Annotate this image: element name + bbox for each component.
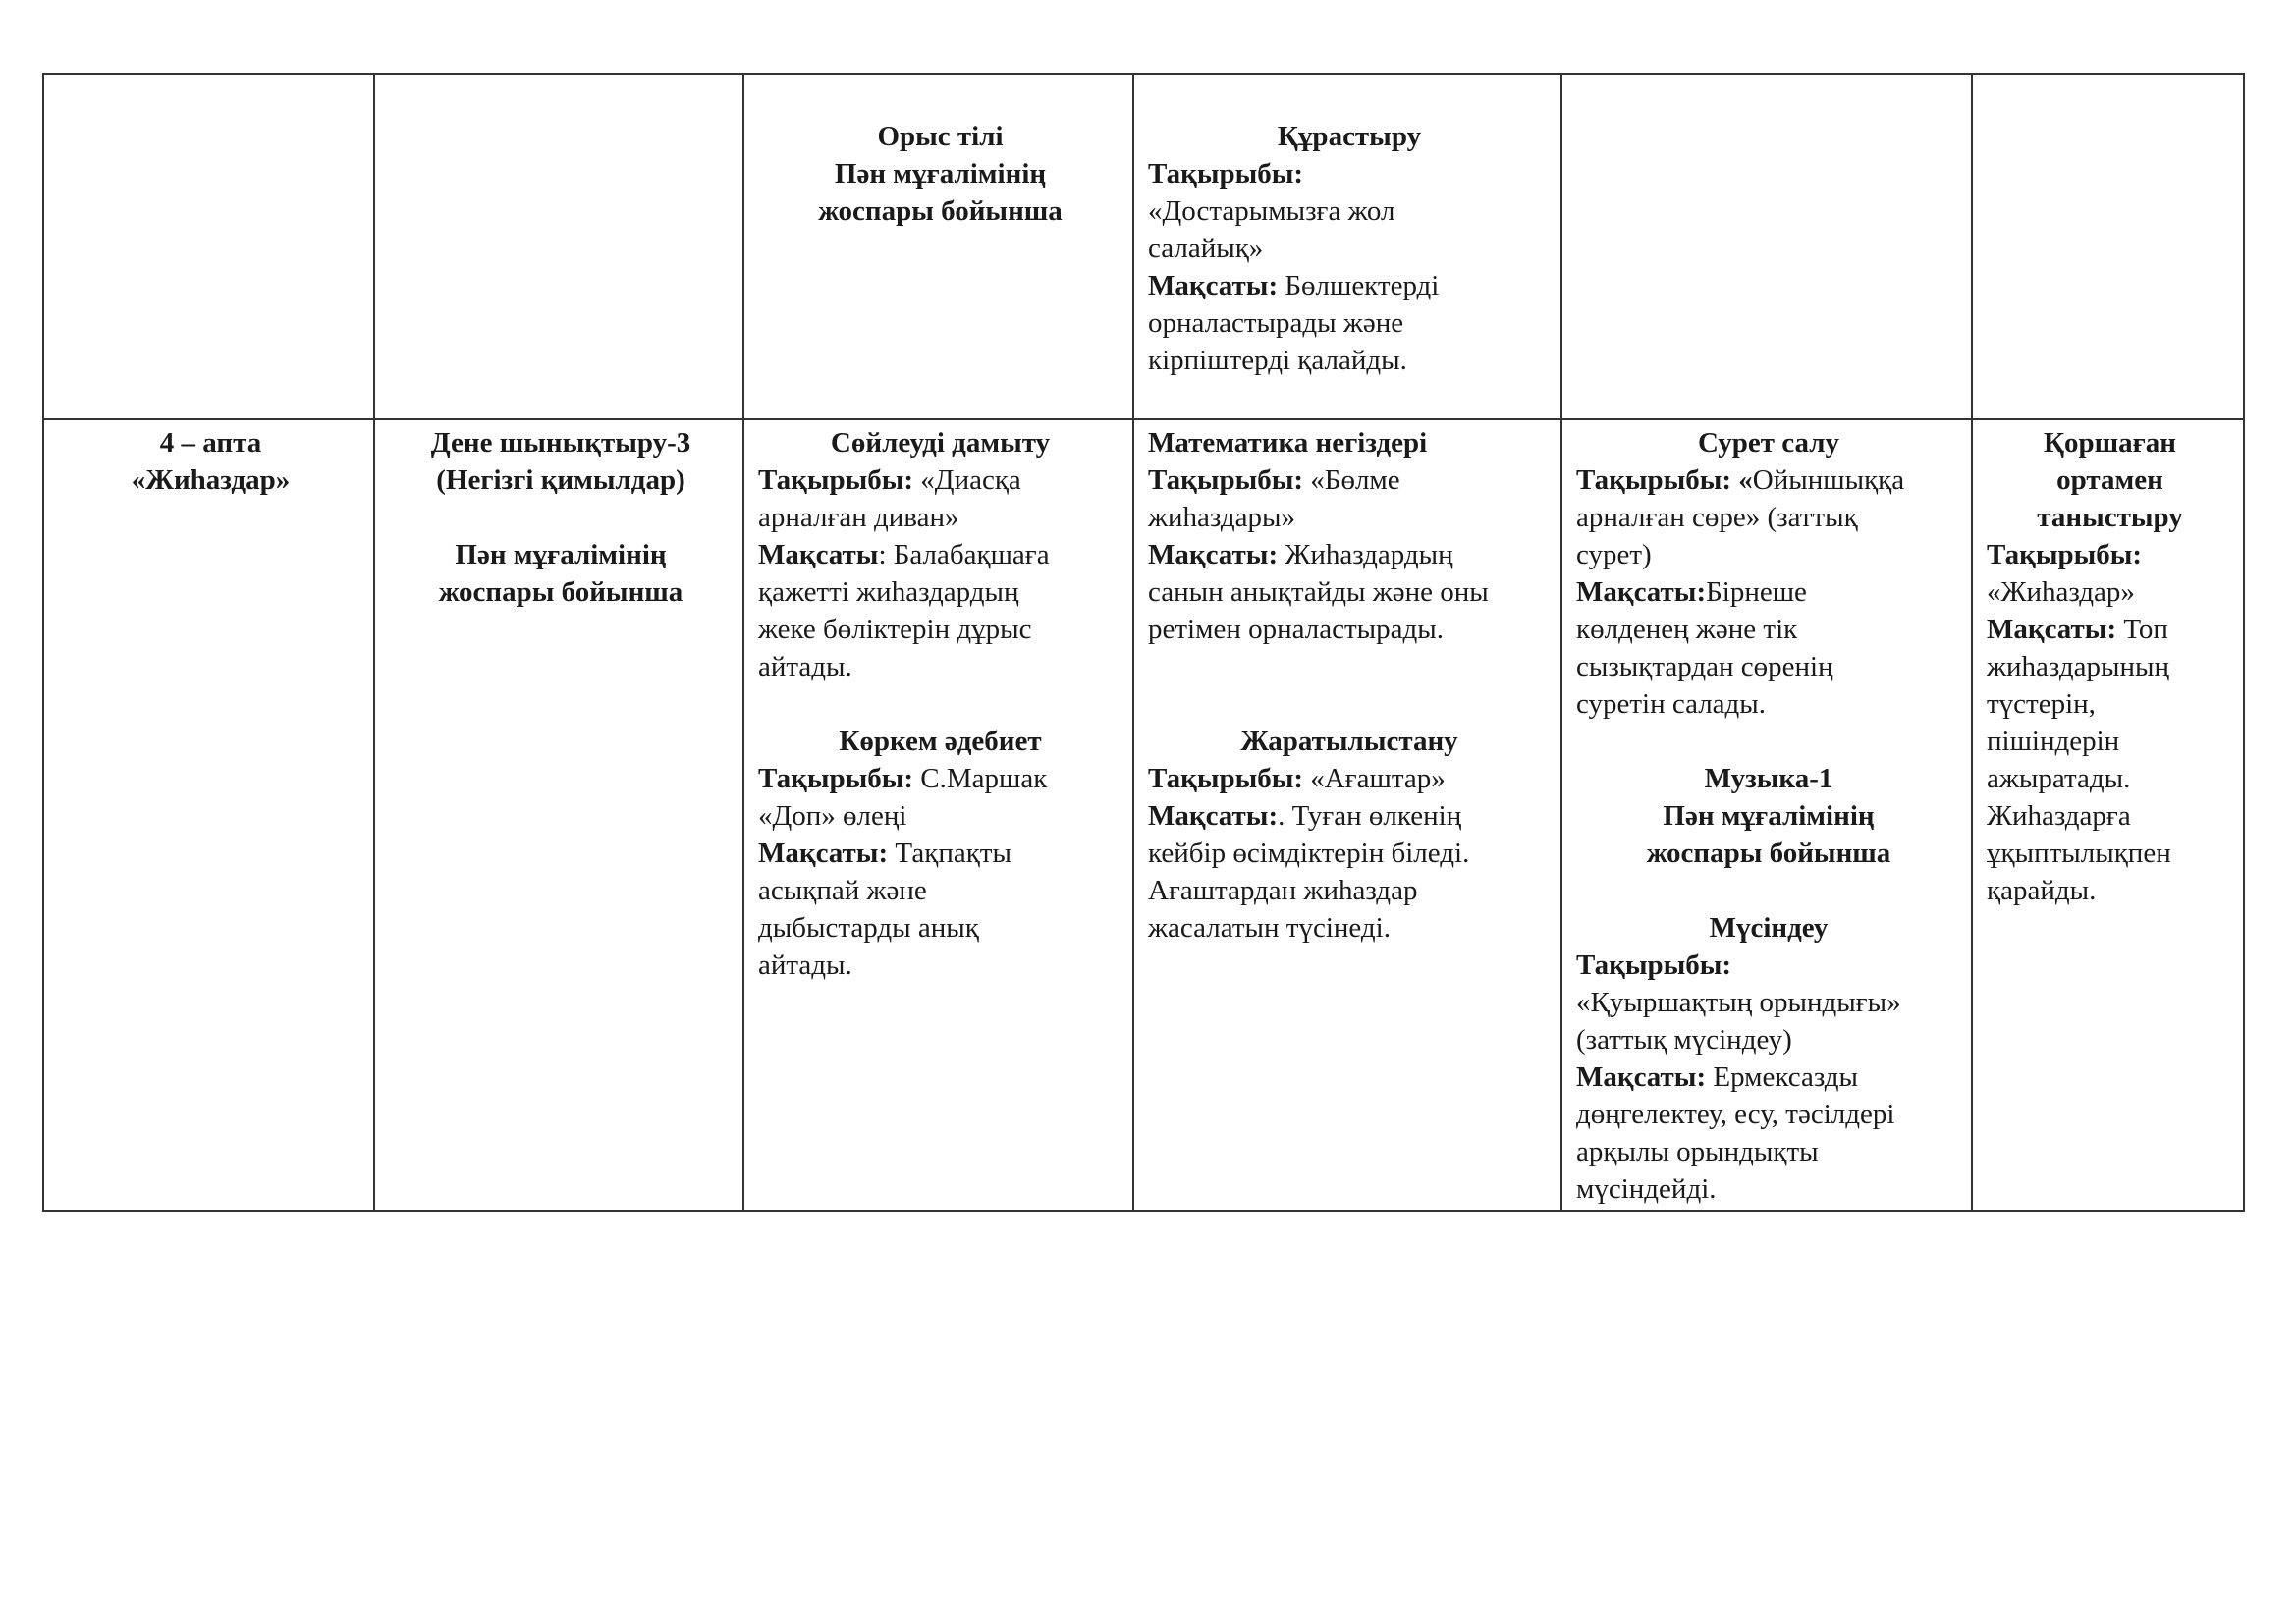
nature-goal-wrap — [1148, 797, 1551, 835]
math-goal-line2: санын анықтайды және оны — [1148, 576, 1489, 608]
speech-goal-line2: қажетті жиһаздардың — [758, 576, 1019, 608]
modeling-topic-line2: (заттық мүсіндеу) — [1576, 1024, 1792, 1056]
week-cell — [43, 419, 374, 1211]
environment-topic-line1: «Жиһаздар» — [1987, 576, 2135, 608]
speech-topic-wrap — [758, 461, 1122, 499]
drawing-goal-line3: сызықтардан сөренің — [1576, 651, 1833, 682]
nature-topic-line1: «Ағаштар» — [1303, 763, 1446, 794]
environment-subject-line2: ортамен — [2056, 464, 2163, 496]
environment-goal-label: Мақсаты: — [1987, 614, 2117, 645]
week-cell-empty — [43, 74, 374, 419]
construction-goal-line1: Бөлшектерді — [1278, 270, 1440, 301]
music-note-line2: жоспары бойынша — [1646, 838, 1891, 869]
drawing-goal-line2: көлденең және тік — [1576, 614, 1798, 645]
environment-topic-label: Тақырыбы: — [1987, 539, 2143, 570]
construction-goal-line2: орналастырады және — [1148, 307, 1404, 339]
math-goal-wrap — [1148, 536, 1551, 573]
modeling-goal-line2: дөңгелектеу, есу, тәсілдері — [1576, 1099, 1895, 1130]
literature-topic-label: Тақырыбы: — [758, 763, 914, 794]
literature-goal-line1: Тақпақты — [888, 838, 1011, 869]
drawing-topic-line3: сурет) — [1576, 539, 1652, 570]
drawing-subject: Сурет салу — [1698, 427, 1839, 459]
drawing-goal-line4: суретін салады. — [1576, 688, 1767, 720]
environment-goal-line1: Топ — [2116, 614, 2168, 645]
russian-note-line1: Пән мұғалімінің — [834, 158, 1047, 189]
literature-goal-line4: айтады. — [758, 949, 852, 981]
speech-goal-wrap — [758, 536, 1122, 573]
modeling-subject: Мүсіндеу — [1709, 912, 1829, 944]
math-goal-line3: ретімен орналастырады. — [1148, 614, 1444, 645]
nature-goal-line3: Ағаштардан жиһаздар — [1148, 875, 1418, 906]
modeling-goal-line3: арқылы орындықты — [1576, 1136, 1819, 1167]
construction-topic-line2: салайық» — [1148, 233, 1264, 264]
russian-cell — [743, 74, 1133, 419]
speech-topic-line2: арналған диван» — [758, 502, 959, 533]
modeling-goal-line4: мүсіндейді. — [1576, 1173, 1717, 1205]
math-topic-line1: «Бөлме — [1303, 464, 1400, 496]
speech-goal-line1: : Балабақшаға — [878, 539, 1050, 570]
pe-note-line1: Пән мұғалімінің — [455, 539, 667, 570]
modeling-goal-wrap — [1576, 1058, 1961, 1096]
music-subject: Музыка-1 — [1704, 763, 1833, 794]
russian-subject: Орыс тілі — [877, 121, 1004, 152]
environment-goal-line2: жиһаздарының — [1987, 651, 2169, 682]
col6-cell-empty — [1972, 74, 2244, 419]
literature-topic-line1: С.Маршак — [913, 763, 1048, 794]
pe-subject: Дене шынықтыру-3 — [430, 427, 691, 459]
environment-subject-line3: таныстыру — [2037, 502, 2183, 533]
math-subject: Математика негіздері — [1148, 427, 1428, 459]
modeling-goal-line1: Ермексазды — [1706, 1061, 1858, 1093]
pe-cell — [374, 419, 743, 1211]
nature-goal-label: Мақсаты: — [1148, 800, 1279, 832]
math-nature-cell — [1133, 419, 1561, 1211]
nature-subject: Жаратылыстану — [1240, 726, 1458, 757]
week-number: 4 – апта — [159, 427, 262, 459]
russian-note-line2: жоспары бойынша — [818, 195, 1063, 227]
environment-goal-line5: ажыратады. — [1987, 763, 2131, 794]
construction-goal-line1-wrap — [1148, 267, 1551, 304]
environment-goal-line4: пішіндерін — [1987, 726, 2120, 757]
literature-goal-line2: асықпай және — [758, 875, 927, 906]
environment-goal-line7: ұқыптылықпен — [1987, 838, 2171, 869]
math-goal-label: Мақсаты: — [1148, 539, 1279, 570]
speech-topic-label: Тақырыбы: — [758, 464, 914, 496]
drawing-topic-line1: Ойыншыққа — [1752, 464, 1905, 496]
drawing-topic-line2: арналған сөре» (заттық — [1576, 502, 1858, 533]
drawing-topic-label: Тақырыбы: « — [1576, 464, 1753, 496]
math-topic-wrap — [1148, 461, 1551, 499]
environment-subject-line1: Қоршаған — [2043, 427, 2177, 459]
environment-goal-wrap — [1987, 611, 2233, 648]
environment-goal-line6: Жиһаздарға — [1987, 800, 2131, 832]
week-theme: «Жиһаздар» — [131, 464, 291, 496]
speech-goal-line3: жеке бөліктерін дұрыс — [758, 614, 1032, 645]
nature-topic-wrap — [1148, 760, 1551, 797]
nature-goal-line1: . Туған өлкенің — [1278, 800, 1462, 832]
literature-topic-line2: «Доп» өлеңі — [758, 800, 907, 832]
nature-topic-label: Тақырыбы: — [1148, 763, 1304, 794]
construction-topic-label: Тақырыбы: — [1148, 158, 1304, 189]
literature-subject: Көркем әдебиет — [839, 726, 1042, 757]
drawing-goal-line1: Бірнеше — [1706, 576, 1807, 608]
literature-goal-line3: дыбыстарды анық — [758, 912, 979, 944]
modeling-goal-label: Мақсаты: — [1576, 1061, 1707, 1093]
modeling-topic-line1: «Қуыршақтың орындығы» — [1576, 987, 1901, 1018]
drawing-topic-wrap — [1576, 461, 1961, 499]
drawing-goal-wrap — [1576, 573, 1961, 611]
construction-goal-line3: кірпіштерді қалайды. — [1148, 345, 1407, 376]
col5-cell-empty — [1561, 74, 1972, 419]
nature-goal-line2: кейбір өсімдіктерін біледі. — [1148, 838, 1470, 869]
drawing-music-modeling-cell — [1561, 419, 1972, 1211]
environment-goal-line3: түстерін, — [1987, 688, 2096, 720]
construction-cell — [1133, 74, 1561, 419]
math-topic-label: Тақырыбы: — [1148, 464, 1304, 496]
speech-goal-line4: айтады. — [758, 651, 852, 682]
modeling-topic-label: Тақырыбы: — [1576, 949, 1732, 981]
table-row — [43, 419, 2244, 1211]
pe-note-line2: жоспары бойынша — [438, 576, 683, 608]
speech-goal-label: Мақсаты — [758, 539, 879, 570]
literature-goal-wrap — [758, 835, 1122, 872]
pe-cell-empty — [374, 74, 743, 419]
nature-goal-line4: жасалатын түсінеді. — [1148, 912, 1391, 944]
construction-goal-label: Мақсаты: — [1148, 270, 1279, 301]
math-goal-line1: Жиһаздардың — [1278, 539, 1453, 570]
speech-topic-line1: «Диасқа — [913, 464, 1021, 496]
speech-literature-cell — [743, 419, 1133, 1211]
environment-goal-line8: қарайды. — [1987, 875, 2097, 906]
literature-goal-label: Мақсаты: — [758, 838, 889, 869]
environment-cell — [1972, 419, 2244, 1211]
weekly-plan-table — [42, 73, 2245, 1212]
math-topic-line2: жиһаздары» — [1148, 502, 1295, 533]
speech-subject: Сөйлеуді дамыту — [830, 427, 1051, 459]
construction-subject: Құрастыру — [1277, 121, 1422, 152]
literature-topic-wrap — [758, 760, 1122, 797]
music-note-line1: Пән мұғалімінің — [1663, 800, 1875, 832]
drawing-goal-label: Мақсаты: — [1576, 576, 1707, 608]
pe-subtitle: (Негізгі қимылдар) — [436, 464, 685, 496]
construction-topic-line1: «Достарымызға жол — [1148, 195, 1395, 227]
table-row — [43, 74, 2244, 419]
